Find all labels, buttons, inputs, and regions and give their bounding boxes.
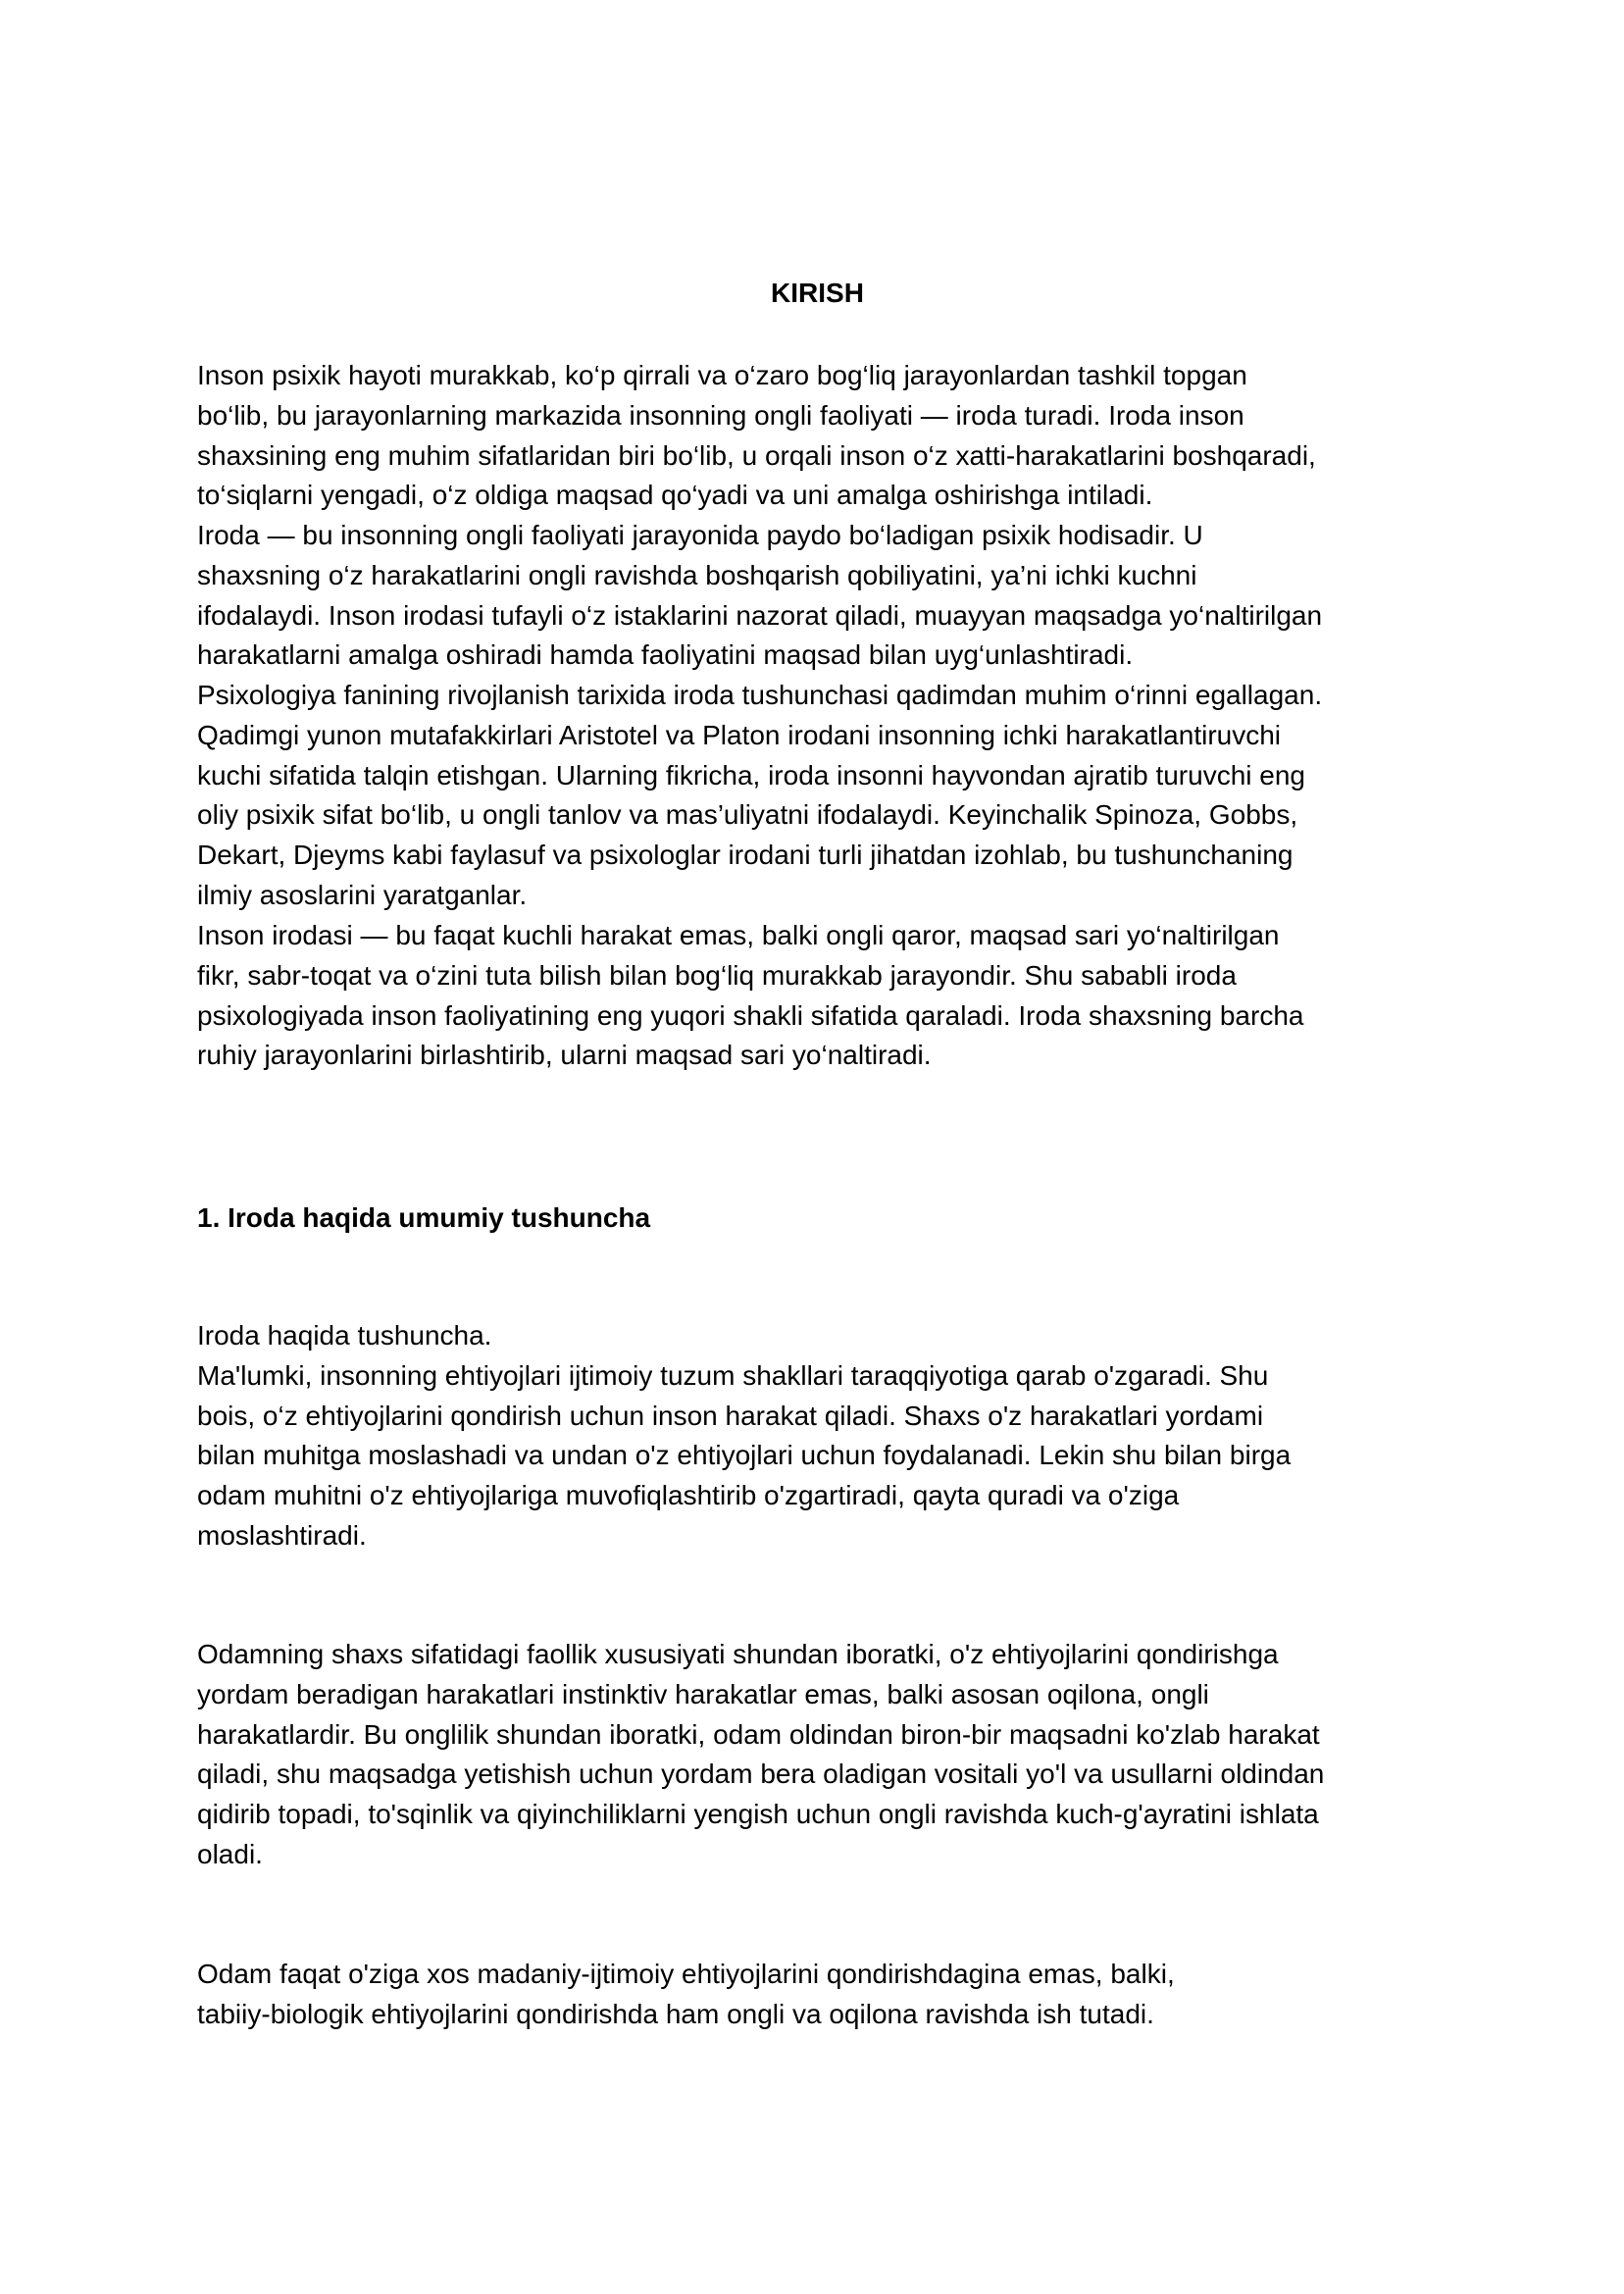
text-line: Psixologiya fanining rivojlanish tarixida iroda tushunchasi qadimdan muhim o‘rinni egallagan. [197,680,1323,710]
document-title: KIRISH [771,278,864,308]
text-line: psixologiyada inson faoliyatining eng yuqori shakli sifatida qaraladi. Iroda shaxsning barcha [197,999,1304,1031]
text-line: yordam beradigan harakatlari instinktiv harakatlar emas, balki asosan oqilona, ongli [197,1678,1209,1709]
intro-paragraph-2 [197,516,1438,676]
text-line: bo‘lib, bu jarayonlarning markazida insonning ongli faoliyati — iroda turadi. Iroda inson [197,399,1244,431]
intro-paragraph-1 [197,356,1438,516]
text-line: oliy psixik sifat bo‘lib, u ongli tanlov va mas’uliyatni ifodalaydi. Keyinchalik Spinoza, Gobbs, [197,799,1298,831]
intro-paragraph-3 [197,676,1438,916]
text-line: Qadimgi yunon mutafakkirlari Aristotel va Platon irodani insonning ichki harakatlantiruvchi [197,719,1282,750]
text-line: tabiiy-biologik ehtiyojlarini qondirishda ham ongli va oqilona ravishda ish tutadi. [197,1998,1154,2029]
text-line: Iroda — bu insonning ongli faoliyati jarayonida paydo bo‘ladigan psixik hodisadir. U [197,520,1203,550]
section-paragraph-1 [197,1316,1438,1556]
text-line: odam muhitni o'z ehtiyojlariga muvofiqlashtirib o'zgartiradi, qayta quradi va o'ziga [197,1480,1180,1511]
text-line: bilan muhitga moslashadi va undan o'z ehtiyojlari uchun foydalanadi. Lekin shu bilan birga [197,1440,1292,1471]
text-line: qiladi, shu maqsadga yetishish uchun yordam bera oladigan vositali yo'l va usullarni oldindan [197,1759,1325,1790]
text-line: ruhiy jarayonlarini birlashtirib, ularni maqsad sari yo‘naltiradi. [197,1040,932,1071]
section-paragraph-3 [197,1955,1438,2035]
text-line: Odamning shaxs sifatidagi faollik xususiyati shundan iboratki, o'z ehtiyojlarini qondirishga [197,1639,1279,1669]
text-line: harakatlardir. Bu onglilik shundan iboratki, odam oldindan biron-bir maqsadni ko'zlab harakat [197,1718,1320,1750]
text-line: Inson psixik hayoti murakkab, ko‘p qirrali va o‘zaro bog‘liq jarayonlardan tashkil topgan [197,360,1247,390]
text-line: Odam faqat o'ziga xos madaniy-ijtimoiy ehtiyojlarini qondirishdagina emas, balki, [197,1959,1175,1989]
text-line: to‘siqlarni yengadi, o‘z oldiga maqsad qo‘yadi va uni amalga oshirishga intiladi. [197,480,1153,511]
text-line: Inson irodasi — bu faqat kuchli harakat emas, balki ongli qaror, maqsad sari yo‘naltirilgan [197,920,1280,950]
section-heading: 1. Iroda haqida umumiy tushuncha [197,1202,651,1233]
text-line: fikr, sabr-toqat va o‘zini tuta bilish bilan bog‘liq murakkab jarayondir. Shu sababli iroda [197,959,1237,991]
text-line: oladi. [197,1838,263,1869]
text-line: Dekart, Djeyms kabi faylasuf va psixologlar irodani turli jihatdan izohlab, bu tushunchaning [197,840,1294,871]
text-line: moslashtiradi. [197,1519,367,1551]
text-line: kuchi sifatida talqin etishgan. Ularning fikricha, iroda insonni hayvondan ajratib turuvchi eng [197,759,1305,790]
text-line: shaxsining eng muhim sifatlaridan biri bo‘lib, u orqali inson o‘z xatti-harakatlarini boshqaradi, [197,439,1316,471]
intro-paragraph-4 [197,916,1438,1076]
text-line: shaxsning o‘z harakatlarini ongli ravishda boshqarish qobiliyatini, ya’ni ichki kuchni [197,559,1197,590]
text-line: ilmiy asoslarini yaratganlar. [197,879,528,910]
text-line: bois, o‘z ehtiyojlarini qondirish uchun inson harakat qiladi. Shaxs o'z harakatlari yordami [197,1400,1264,1431]
text-line: harakatlarni amalga oshiradi hamda faoliyatini maqsad bilan uyg‘unlashtiradi. [197,639,1134,671]
text-line: ifodalaydi. Inson irodasi tufayli o‘z istaklarini nazorat qiladi, muayyan maqsadga yo‘naltirilgan [197,599,1323,631]
text-line: qidirib topadi, to'sqinlik va qiyinchiliklarni yengish uchun ongli ravishda kuch-g'ayratini ishlata [197,1799,1319,1830]
section-paragraph-2 [197,1635,1438,1875]
text-line: Iroda haqida tushuncha. [197,1320,492,1351]
text-line: Ma'lumki, insonning ehtiyojlari ijtimoiy tuzum shakllari taraqqiyotiga qarab o'zgaradi. Shu [197,1359,1269,1391]
